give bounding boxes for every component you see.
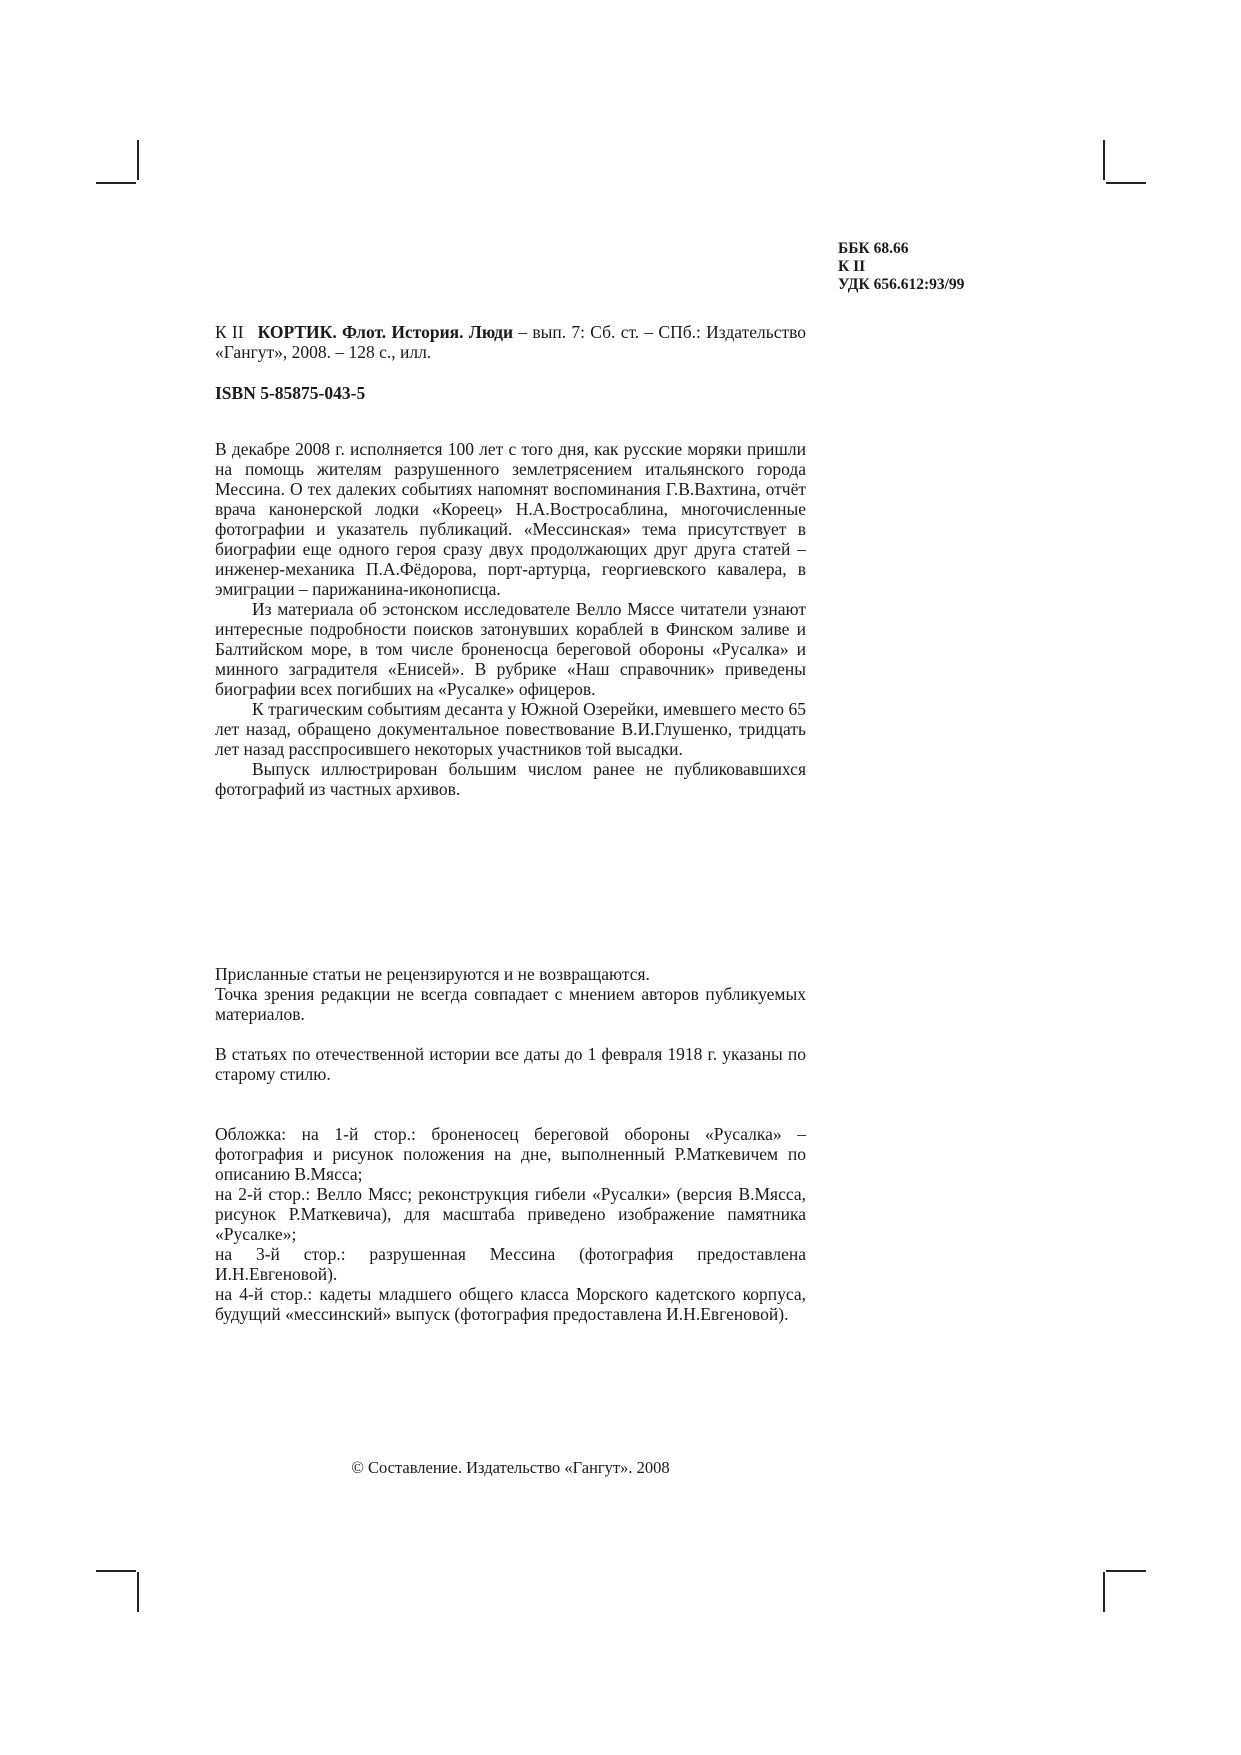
- editorial-notes: [215, 964, 806, 1024]
- editorial-note: Присланные статьи не рецензируются и не возвращаются.: [215, 964, 650, 984]
- bibliographic-citation: [215, 322, 806, 362]
- classification-block: [838, 240, 964, 294]
- crop-mark-top-left-vertical: [137, 140, 139, 180]
- crop-mark-bottom-left-vertical: [137, 1572, 139, 1612]
- citation-title: КОРТИК. Флот. История. Люди: [257, 322, 514, 342]
- cover-note: Обложка: на 1-й стор.: броненосец береговой обороны «Русалка» – фотография и рисунок положения на дне, выполненный Р.Маткевичем по описанию В.Мясса;: [215, 1124, 806, 1184]
- crop-mark-bottom-right-vertical: [1103, 1572, 1105, 1612]
- annotation-paragraph: К трагическим событиям десанта у Южной Озерейки, имевшего место 65 лет назад, обращено документальное повествование В.И.Глушенко, тридцать лет назад расспросившего некоторых участников той высадки.: [215, 699, 806, 759]
- crop-mark-bottom-right-horizontal: [1106, 1570, 1146, 1572]
- cover-notes: [215, 1124, 806, 1324]
- citation-details: – вып. 7: Сб. ст. – СПб.: Издательство «Гангут», 2008. – 128 с., илл.: [215, 322, 807, 362]
- isbn: ISBN 5-85875-043-5: [215, 383, 366, 403]
- crop-mark-top-right-vertical: [1103, 140, 1105, 180]
- udk-code: УДК 656.612:93/99: [838, 276, 965, 293]
- crop-mark-top-left-horizontal: [96, 182, 136, 184]
- citation-index: К II: [215, 322, 244, 342]
- crop-mark-bottom-left-horizontal: [96, 1570, 136, 1572]
- copyright-line: © Составление. Издательство «Гангут». 2008: [351, 1458, 670, 1477]
- annotation-paragraph: В декабре 2008 г. исполняется 100 лет с того дня, как русские моряки пришли на помощь жителям разрушенного землетрясением итальянского города Мессина. О тех далеких событиях напомнят воспоминания Г.В.Вахтина, отчёт врача канонерской лодки «Кореец» Н.А.Востросаблина, многочисленные фотографии и указатель публикаций. «Мессинская» тема присутствует в биографии еще одного героя сразу двух продолжающих друг друга статей – инженер-механика П.А.Фёдорова, порт-артурца, георгиевского кавалера, в эмиграции – парижанина-иконописца.: [215, 439, 806, 599]
- dates-note-text: В статьях по отечественной истории все даты до 1 февраля 1918 г. указаны по старому стилю.: [215, 1044, 806, 1084]
- crop-mark-top-right-horizontal: [1106, 182, 1146, 184]
- dates-note: [215, 1044, 806, 1084]
- index-code: К II: [838, 258, 866, 275]
- annotation-paragraph: Выпуск иллюстрирован большим числом ранее не публиковавшихся фотографий из частных архивов.: [215, 759, 806, 799]
- editorial-note: Точка зрения редакции не всегда совпадает с мнением авторов публикуемых материалов.: [215, 984, 806, 1024]
- cover-note: на 2-й стор.: Велло Мясс; реконструкция гибели «Русалки» (версия В.Мясса, рисунок Р.Маткевича), для масштаба приведено изображение памятника «Русалке»;: [215, 1184, 806, 1244]
- cover-note: на 4-й стор.: кадеты младшего общего класса Морского кадетского корпуса, будущий «мессинский» выпуск (фотография предоставлена И.Н.Евгеновой).: [215, 1284, 806, 1324]
- annotation-paragraph: Из материала об эстонском исследователе Велло Мяссе читатели узнают интересные подробности поисков затонувших кораблей в Финском заливе и Балтийском море, в том числе броненосца береговой обороны «Русалка» и минного заградителя «Енисей». В рубрике «Наш справочник» приведены биографии всех погибших на «Русалке» офицеров.: [215, 599, 806, 699]
- bbk-code: ББК 68.66: [838, 240, 909, 257]
- annotation: [215, 439, 806, 799]
- cover-note: на 3-й стор.: разрушенная Мессина (фотография предоставлена И.Н.Евгеновой).: [215, 1244, 806, 1284]
